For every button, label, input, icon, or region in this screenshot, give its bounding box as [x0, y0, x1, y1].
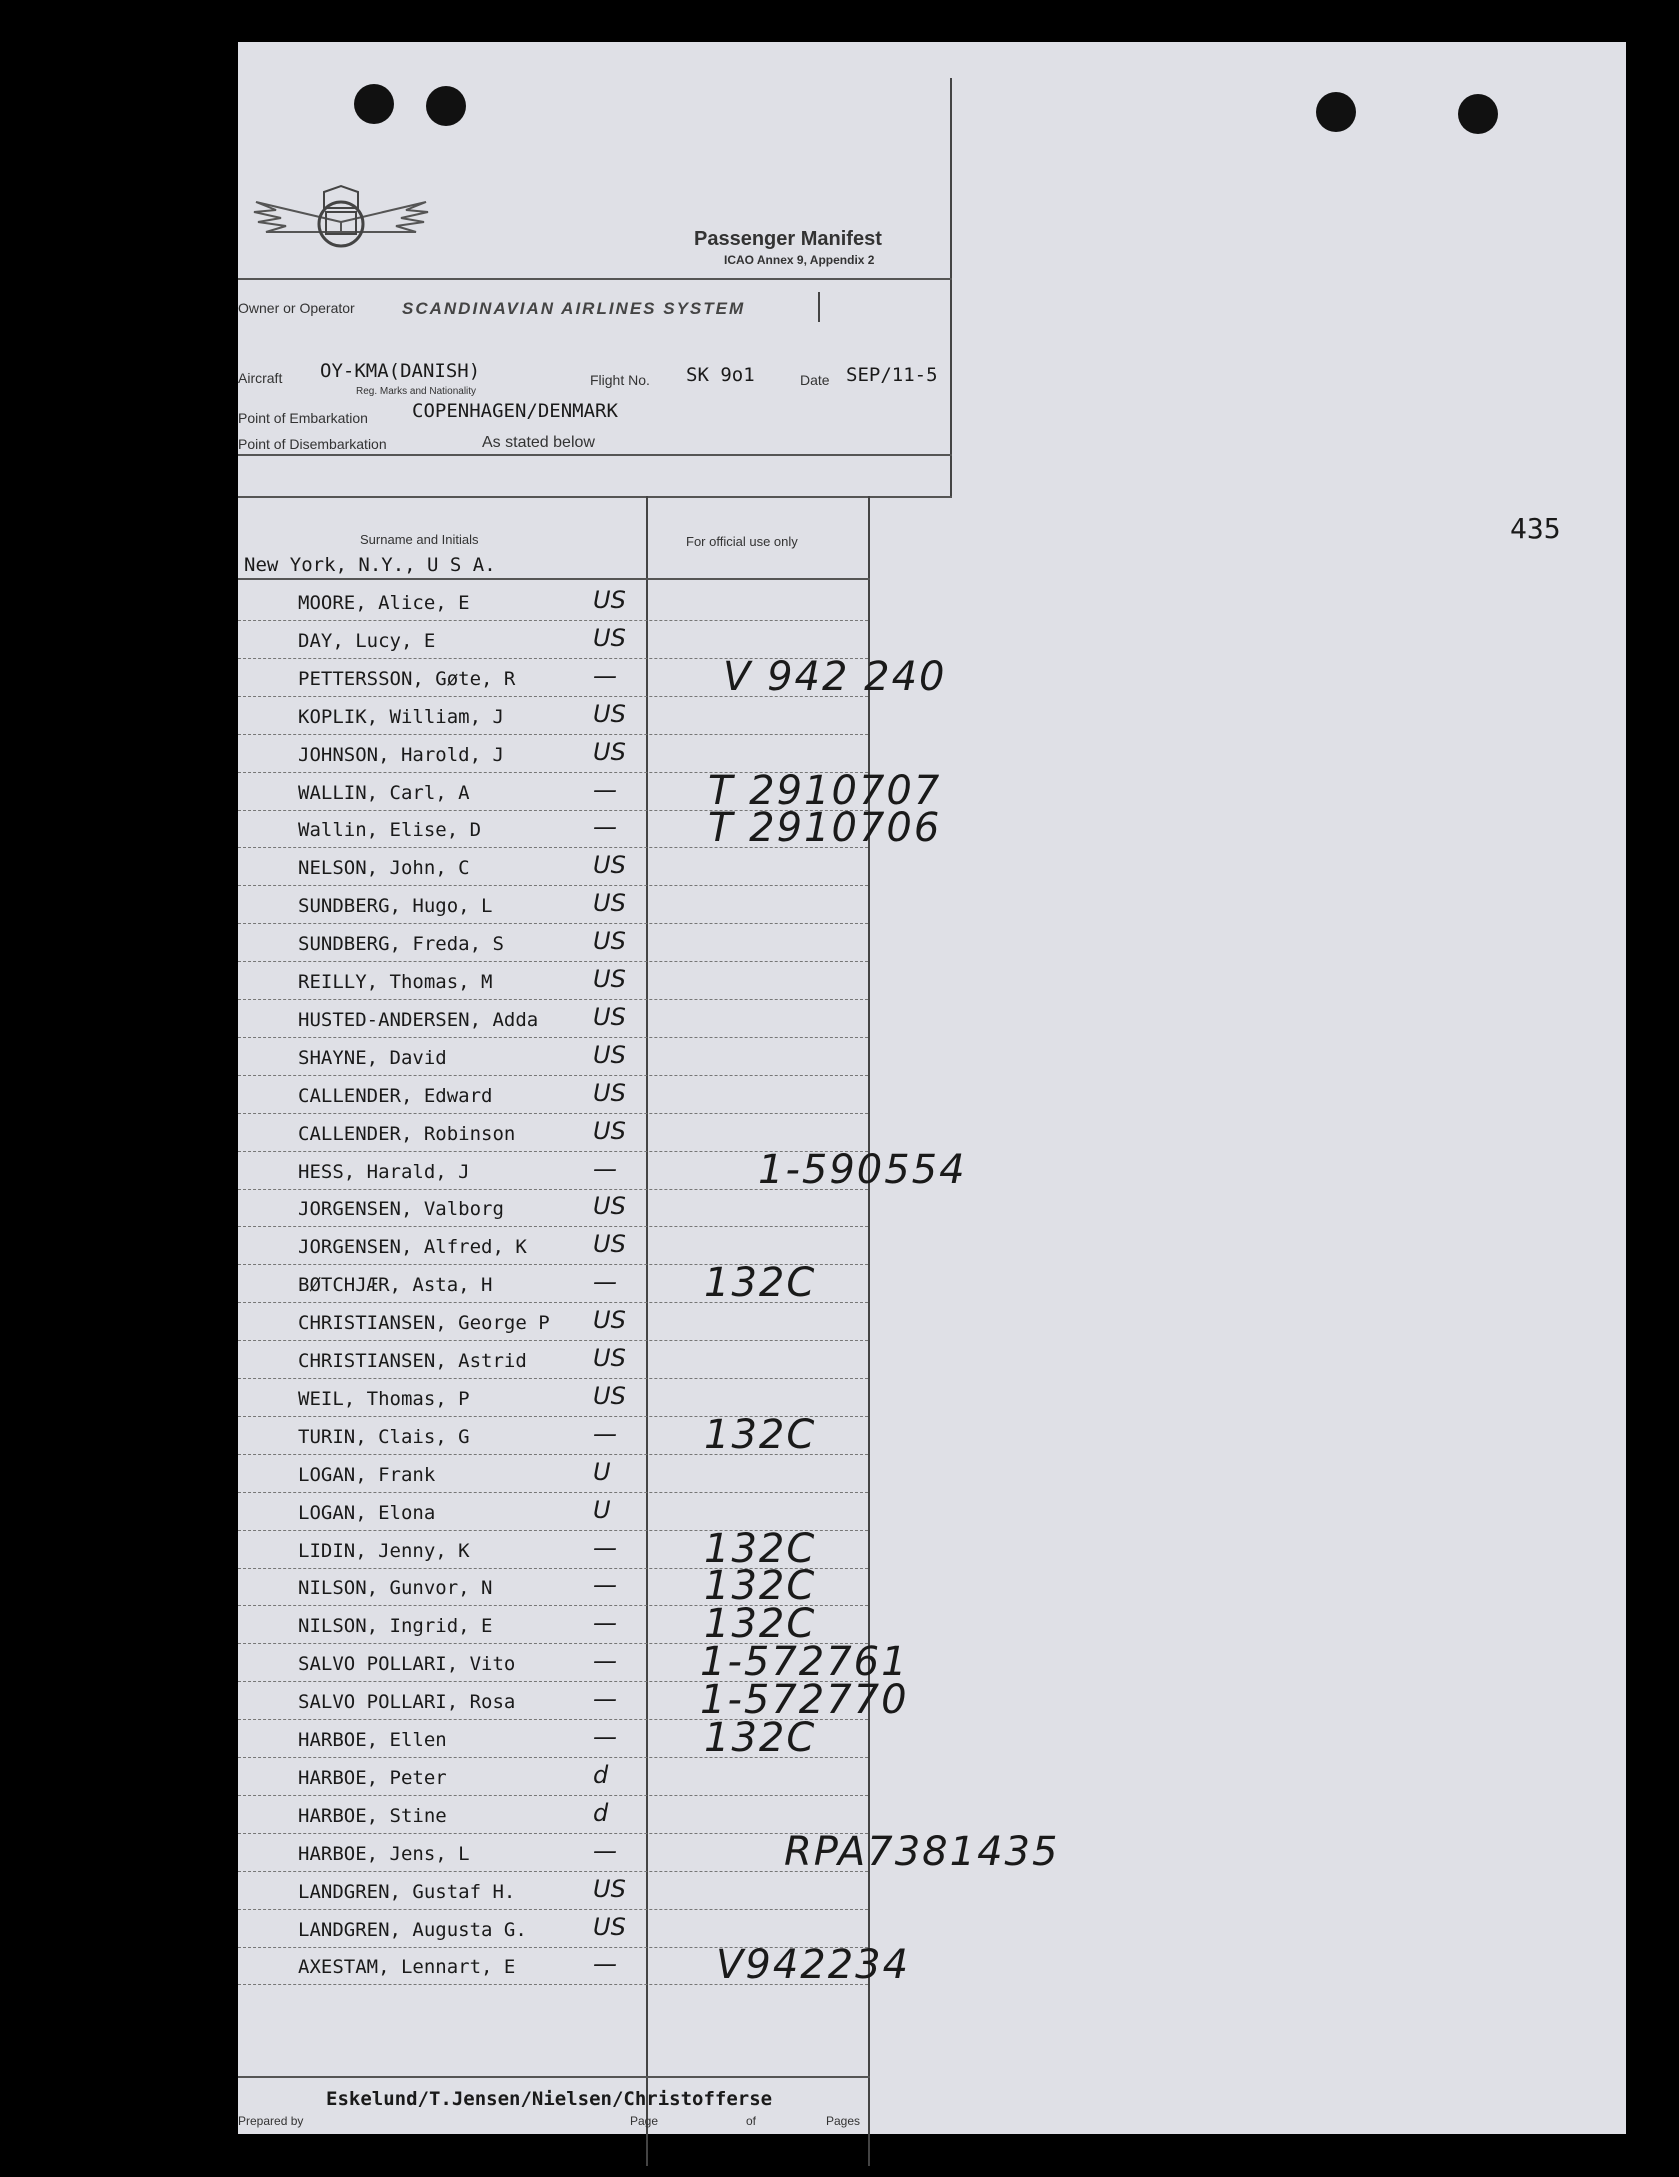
passenger-name: HESS, Harald, J	[298, 1160, 470, 1183]
official-mark: —	[593, 775, 617, 804]
passenger-name: LANDGREN, Gustaf H.	[298, 1880, 516, 1903]
of-label: of	[746, 2114, 757, 2128]
passenger-row	[238, 1456, 938, 1494]
official-mark: —	[593, 813, 617, 842]
official-mark: US	[593, 1912, 626, 1941]
handwritten-number: V 942 240	[723, 653, 947, 700]
official-mark: US	[593, 1230, 626, 1259]
pages-label: Pages	[826, 2114, 861, 2128]
passenger-row	[238, 1228, 938, 1266]
official-mark: US	[593, 737, 626, 766]
official-mark: —	[593, 1533, 617, 1562]
passenger-name: CALLENDER, Edward	[298, 1084, 493, 1107]
passenger-row	[238, 1411, 938, 1458]
prepared-by-label: Prepared by	[238, 2114, 304, 2128]
official-mark: —	[593, 661, 617, 690]
passenger-name: SALVO POLLARI, Rosa	[298, 1691, 516, 1714]
handwritten-number: 1-572770	[700, 1677, 909, 1724]
handwritten-number: T 2910707	[708, 767, 942, 814]
owner-value: SCANDINAVIAN AIRLINES SYSTEM	[402, 299, 746, 318]
passenger-name: PETTERSSON, Gøte, R	[298, 667, 516, 690]
punch-hole	[1316, 92, 1356, 132]
official-mark: —	[593, 1154, 617, 1183]
official-mark: —	[593, 1609, 617, 1638]
passenger-row	[238, 1190, 938, 1228]
col-header-names: Surname and Initials	[360, 532, 479, 547]
passenger-name: SUNDBERG, Freda, S	[298, 933, 504, 956]
aircraft-label: Aircraft	[238, 370, 283, 386]
official-mark: US	[593, 851, 626, 880]
official-mark: US	[593, 1381, 626, 1410]
form-subtitle: ICAO Annex 9, Appendix 2	[724, 253, 875, 267]
passenger-name: WALLIN, Carl, A	[298, 781, 470, 804]
official-mark: US	[593, 1192, 626, 1221]
disembark-value: As stated below	[482, 434, 595, 451]
passenger-row	[238, 1525, 938, 1572]
passenger-name: NILSON, Gunvor, N	[298, 1577, 493, 1600]
passenger-row	[238, 653, 947, 700]
passenger-name: KOPLIK, William, J	[298, 705, 504, 728]
owner-label: Owner or Operator	[238, 300, 355, 316]
official-mark: —	[593, 1836, 617, 1865]
passenger-row	[238, 849, 938, 887]
passenger-row	[238, 1077, 938, 1115]
handwritten-number: 132C	[704, 1715, 817, 1761]
punch-hole	[1458, 94, 1498, 134]
passenger-name: SHAYNE, David	[298, 1046, 447, 1069]
handwritten-number: V942234	[716, 1942, 911, 1989]
official-mark: —	[593, 1685, 617, 1714]
passenger-row	[238, 925, 938, 963]
passenger-row	[238, 1001, 938, 1039]
official-mark: —	[593, 1647, 617, 1676]
passenger-name: NILSON, Ingrid, E	[298, 1615, 493, 1638]
passenger-name: MOORE, Alice, E	[298, 592, 470, 614]
passenger-name: HARBOE, Ellen	[298, 1729, 447, 1751]
embark-value: COPENHAGEN/DENMARK	[412, 400, 618, 422]
passenger-row	[238, 1494, 938, 1532]
passenger-row	[238, 1942, 938, 1989]
official-mark: US	[593, 586, 626, 614]
embark-label: Point of Embarkation	[238, 410, 368, 426]
passenger-name: LANDGREN, Augusta G.	[298, 1918, 527, 1941]
page-number: 435	[1510, 512, 1561, 545]
passenger-row	[238, 1380, 938, 1418]
flight-label: Flight No.	[590, 372, 650, 388]
official-mark: US	[593, 1116, 626, 1145]
destination: New York, N.Y., U S A.	[244, 554, 496, 576]
date-value: SEP/11-5	[846, 364, 938, 386]
passenger-name: REILLY, Thomas, M	[298, 971, 493, 993]
official-mark: U	[593, 1457, 611, 1486]
handwritten-number: T 2910706	[708, 805, 942, 852]
passenger-row	[238, 1759, 938, 1797]
passenger-row	[238, 887, 938, 925]
passenger-row	[238, 1677, 938, 1724]
punch-hole	[426, 86, 466, 126]
official-mark: US	[593, 1344, 626, 1372]
official-mark: —	[593, 1268, 617, 1297]
handwritten-number: 1-572761	[700, 1639, 909, 1686]
handwritten-number: RPA7381435	[784, 1828, 1060, 1875]
passenger-name: Wallin, Elise, D	[298, 819, 482, 842]
aircraft-value: OY-KMA(DANISH)	[320, 360, 481, 382]
handwritten-number: 132C	[704, 1563, 817, 1610]
official-mark: —	[593, 1950, 617, 1979]
official-mark: —	[593, 1723, 617, 1751]
disembark-label: Point of Disembarkation	[238, 436, 387, 452]
passenger-name: JORGENSEN, Valborg	[298, 1198, 504, 1221]
punch-hole	[354, 84, 394, 124]
passenger-row	[238, 1563, 938, 1610]
passenger-row	[238, 1260, 938, 1307]
official-mark: US	[593, 1040, 626, 1069]
flight-value: SK 9o1	[686, 364, 755, 386]
passenger-name: HUSTED-ANDERSEN, Adda	[298, 1008, 539, 1031]
official-mark: US	[593, 965, 626, 993]
official-mark: d	[593, 1760, 609, 1789]
passenger-row	[238, 584, 938, 622]
passenger-row	[238, 805, 942, 852]
passenger-name: LOGAN, Frank	[298, 1463, 436, 1486]
passenger-row	[238, 1146, 967, 1193]
official-mark: d	[593, 1798, 609, 1827]
passenger-row	[238, 1304, 938, 1342]
manifest-sheet	[238, 42, 1626, 2134]
official-mark: US	[593, 1078, 626, 1107]
passenger-name: JOHNSON, Harold, J	[298, 743, 504, 766]
passenger-name: LOGAN, Elona	[298, 1501, 436, 1524]
col-header-official: For official use only	[686, 534, 798, 549]
handwritten-number: 1-590554	[758, 1146, 967, 1193]
official-mark: —	[593, 1419, 617, 1448]
official-mark: US	[593, 623, 626, 652]
passenger-name: HARBOE, Stine	[298, 1804, 447, 1827]
passenger-row	[238, 698, 938, 736]
passenger-name: LIDIN, Jenny, K	[298, 1539, 470, 1562]
passenger-row	[238, 1342, 938, 1380]
passenger-name: SALVO POLLARI, Vito	[298, 1653, 516, 1676]
official-mark: US	[593, 1306, 626, 1335]
passenger-row	[238, 1873, 938, 1911]
passenger-name: TURIN, Clais, G	[298, 1425, 470, 1448]
official-mark: US	[593, 699, 626, 728]
official-mark: US	[593, 1002, 626, 1031]
passenger-name: SUNDBERG, Hugo, L	[298, 895, 493, 918]
crew-names: Eskelund/T.Jensen/Nielsen/Christofferse	[326, 2088, 773, 2110]
handwritten-number: 132C	[704, 1525, 817, 1572]
passenger-row	[238, 1039, 938, 1077]
passenger-name: AXESTAM, Lennart, E	[298, 1956, 516, 1979]
passenger-name: HARBOE, Jens, L	[298, 1842, 470, 1865]
passenger-name: CHRISTIANSEN, George P	[298, 1312, 550, 1335]
handwritten-number: 132C	[704, 1411, 817, 1458]
reg-note: Reg. Marks and Nationality	[356, 386, 477, 397]
passenger-row	[238, 1715, 938, 1761]
form-title: Passenger Manifest	[694, 228, 882, 250]
page-label: Page	[630, 2114, 659, 2128]
official-mark: U	[593, 1495, 611, 1524]
passenger-name: HARBOE, Peter	[298, 1766, 447, 1789]
passenger-name: CALLENDER, Robinson	[298, 1122, 516, 1145]
official-mark: US	[593, 927, 626, 956]
passenger-name: WEIL, Thomas, P	[298, 1387, 470, 1410]
official-mark: —	[593, 1571, 617, 1600]
passenger-row	[238, 963, 938, 1001]
airline-wings-logo-icon	[246, 182, 436, 262]
passenger-name: JORGENSEN, Alfred, K	[298, 1236, 527, 1259]
official-mark: US	[593, 1874, 626, 1903]
passenger-name: NELSON, John, C	[298, 857, 470, 880]
passenger-row	[238, 1828, 1060, 1875]
passenger-name: DAY, Lucy, E	[298, 629, 436, 652]
handwritten-number: 132C	[704, 1601, 817, 1648]
passenger-name: CHRISTIANSEN, Astrid	[298, 1350, 527, 1372]
handwritten-number: 132C	[704, 1260, 817, 1307]
official-mark: US	[593, 889, 626, 918]
passenger-name: BØTCHJÆR, Asta, H	[298, 1274, 493, 1297]
date-label: Date	[800, 372, 830, 388]
